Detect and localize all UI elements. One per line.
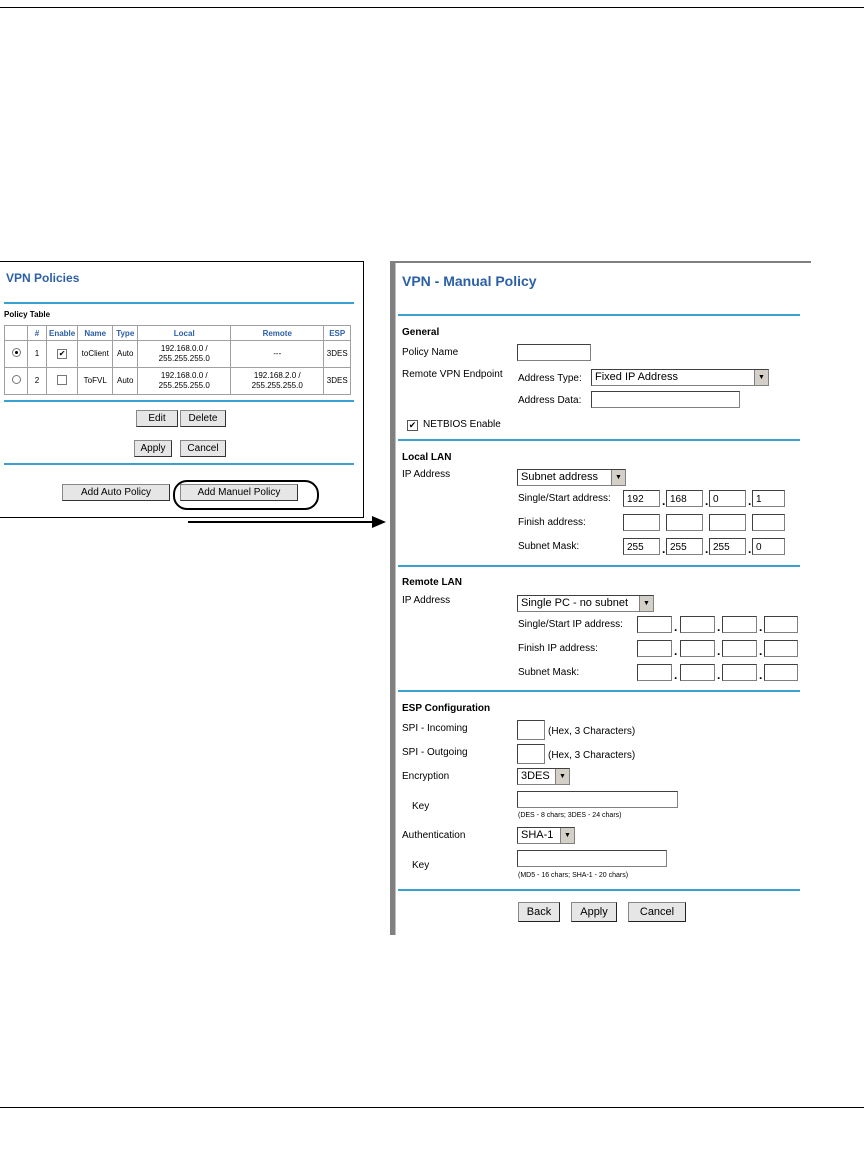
column-header: Enable [47, 326, 78, 341]
remote-mask-octet-3[interactable] [722, 664, 757, 681]
local-mask-octet-3[interactable]: 255 [709, 538, 746, 555]
policy-name: toClient [78, 341, 113, 368]
spi-outgoing-hint: (Hex, 3 Characters) [548, 750, 636, 761]
remote-endpoint-label: Remote VPN Endpoint [402, 369, 503, 380]
remote-mask-label: Subnet Mask: [518, 667, 580, 678]
remote-ip-label: IP Address [402, 595, 451, 606]
remote-start-octet-3[interactable] [722, 616, 757, 633]
remote-lan-heading: Remote LAN [402, 577, 463, 588]
local-finish-octet-2[interactable] [666, 514, 703, 531]
window-left-edge [390, 261, 396, 935]
local-finish-octet-3[interactable] [709, 514, 746, 531]
local-start-octet-4[interactable]: 1 [752, 490, 785, 507]
policy-number: 2 [28, 368, 47, 395]
add-auto-policy-button[interactable]: Add Auto Policy [62, 484, 170, 501]
arrow-head-icon [372, 516, 386, 528]
page-bottom-rule [0, 1107, 864, 1108]
auth-key-hint: (MD5 - 16 chars; SHA-1 - 20 chars) [518, 872, 629, 879]
general-heading: General [402, 327, 440, 338]
remote-start-octet-2[interactable] [680, 616, 715, 633]
spi-incoming-input[interactable] [517, 720, 545, 740]
policy-table-label: Policy Table [4, 310, 51, 319]
cancel-button[interactable]: Cancel [180, 440, 226, 457]
local-ip-type-select[interactable]: Subnet address ▼ [517, 469, 626, 486]
table-header-row [5, 326, 351, 341]
policy-remote: 192.168.2.0 / 255.255.255.0 [231, 368, 324, 395]
spi-incoming-label: SPI - Incoming [402, 723, 468, 734]
enable-checkbox[interactable] [57, 375, 67, 385]
add-manual-policy-button[interactable]: Add Manuel Policy [180, 484, 298, 501]
remote-start-label: Single/Start IP address: [518, 619, 623, 630]
column-header: # [28, 326, 47, 341]
remote-finish-octet-3[interactable] [722, 640, 757, 657]
address-type-label: Address Type: [518, 373, 582, 384]
column-header: Remote [231, 326, 324, 341]
spi-outgoing-label: SPI - Outgoing [402, 747, 468, 758]
remote-start-octet-1[interactable] [637, 616, 672, 633]
manual-policy-title: VPN - Manual Policy [402, 273, 537, 289]
apply-button[interactable]: Apply [134, 440, 172, 457]
netbios-checkbox[interactable]: ✔ [408, 420, 417, 430]
address-data-label: Address Data: [518, 395, 582, 406]
policy-number: 1 [28, 341, 47, 368]
policy-local: 192.168.0.0 / 255.255.255.0 [138, 368, 231, 395]
policy-remote: --- [231, 341, 324, 368]
encryption-select[interactable]: 3DES ▼ [517, 768, 570, 785]
local-finish-octet-4[interactable] [752, 514, 785, 531]
policy-type: Auto [113, 368, 138, 395]
policy-name-label: Policy Name [402, 347, 459, 358]
divider [4, 463, 354, 465]
policy-name: ToFVL [78, 368, 113, 395]
policy-name-input[interactable] [517, 344, 591, 361]
dropdown-arrow-icon: ▼ [611, 470, 625, 485]
local-finish-label: Finish address: [518, 517, 586, 528]
divider [4, 400, 354, 402]
policy-radio[interactable] [12, 375, 21, 384]
policy-esp: 3DES [324, 341, 351, 368]
encryption-key-hint: (DES - 8 chars; 3DES - 24 chars) [518, 812, 622, 819]
divider [398, 690, 800, 692]
encryption-key-input[interactable] [517, 791, 678, 808]
address-type-select[interactable]: Fixed IP Address ▼ [591, 369, 769, 386]
spi-outgoing-input[interactable] [517, 744, 545, 764]
cancel-button[interactable]: Cancel [628, 902, 686, 922]
local-lan-heading: Local LAN [402, 452, 452, 463]
remote-finish-label: Finish IP address: [518, 643, 598, 654]
netbios-label: NETBIOS Enable [423, 419, 501, 430]
remote-finish-octet-2[interactable] [680, 640, 715, 657]
authentication-label: Authentication [402, 830, 466, 841]
back-button[interactable]: Back [518, 902, 560, 922]
divider [398, 565, 800, 567]
table-row[interactable] [5, 368, 351, 395]
column-header: Local [138, 326, 231, 341]
divider [4, 302, 354, 304]
highlight-oval [173, 480, 319, 510]
encryption-key-label: Key [412, 801, 430, 812]
policy-table [4, 325, 351, 395]
address-data-input[interactable] [591, 391, 740, 408]
local-ip-label: IP Address [402, 469, 451, 480]
callout-arrow [188, 521, 374, 523]
policy-type: Auto [113, 341, 138, 368]
enable-checkbox[interactable]: ✔ [58, 349, 66, 358]
vpn-policies-title: VPN Policies [6, 271, 80, 285]
page-top-rule [0, 7, 864, 8]
local-start-octet-1[interactable]: 192 [623, 490, 660, 507]
remote-ip-type-select[interactable]: Single PC - no subnet ▼ [517, 595, 654, 612]
local-start-label: Single/Start address: [518, 493, 611, 504]
apply-button[interactable]: Apply [571, 902, 617, 922]
dropdown-arrow-icon: ▼ [560, 828, 574, 843]
esp-heading: ESP Configuration [402, 703, 491, 714]
local-start-octet-2[interactable]: 168 [666, 490, 703, 507]
divider [398, 889, 800, 891]
remote-start-octet-4[interactable] [764, 616, 798, 633]
remote-finish-octet-4[interactable] [764, 640, 798, 657]
dropdown-arrow-icon: ▼ [555, 769, 569, 784]
edit-button[interactable]: Edit [136, 410, 178, 427]
policy-esp: 3DES [324, 368, 351, 395]
local-mask-octet-4[interactable]: 0 [752, 538, 785, 555]
local-start-octet-3[interactable]: 0 [709, 490, 746, 507]
window-top-edge [390, 261, 811, 263]
local-mask-label: Subnet Mask: [518, 541, 580, 552]
spi-incoming-hint: (Hex, 3 Characters) [548, 726, 636, 737]
vpn-policies-panel [0, 261, 364, 518]
remote-mask-octet-4[interactable] [764, 664, 798, 681]
auth-key-label: Key [412, 860, 430, 871]
local-mask-octet-1[interactable]: 255 [623, 538, 660, 555]
remote-mask-octet-1[interactable] [637, 664, 672, 681]
column-header: ESP [324, 326, 351, 341]
remote-mask-octet-2[interactable] [680, 664, 715, 681]
authentication-select[interactable]: SHA-1 ▼ [517, 827, 575, 844]
auth-key-input[interactable] [517, 850, 667, 867]
table-row[interactable] [5, 341, 351, 368]
divider [398, 439, 800, 441]
column-header: Type [113, 326, 138, 341]
local-mask-octet-2[interactable]: 255 [666, 538, 703, 555]
column-header: Name [78, 326, 113, 341]
dropdown-arrow-icon: ▼ [639, 596, 653, 611]
remote-finish-octet-1[interactable] [637, 640, 672, 657]
delete-button[interactable]: Delete [180, 410, 226, 427]
divider [398, 314, 800, 316]
policy-radio[interactable] [12, 348, 21, 357]
local-finish-octet-1[interactable] [623, 514, 660, 531]
dropdown-arrow-icon: ▼ [754, 370, 768, 385]
select-column-header [5, 326, 28, 341]
encryption-label: Encryption [402, 771, 450, 782]
policy-local: 192.168.0.0 / 255.255.255.0 [138, 341, 231, 368]
